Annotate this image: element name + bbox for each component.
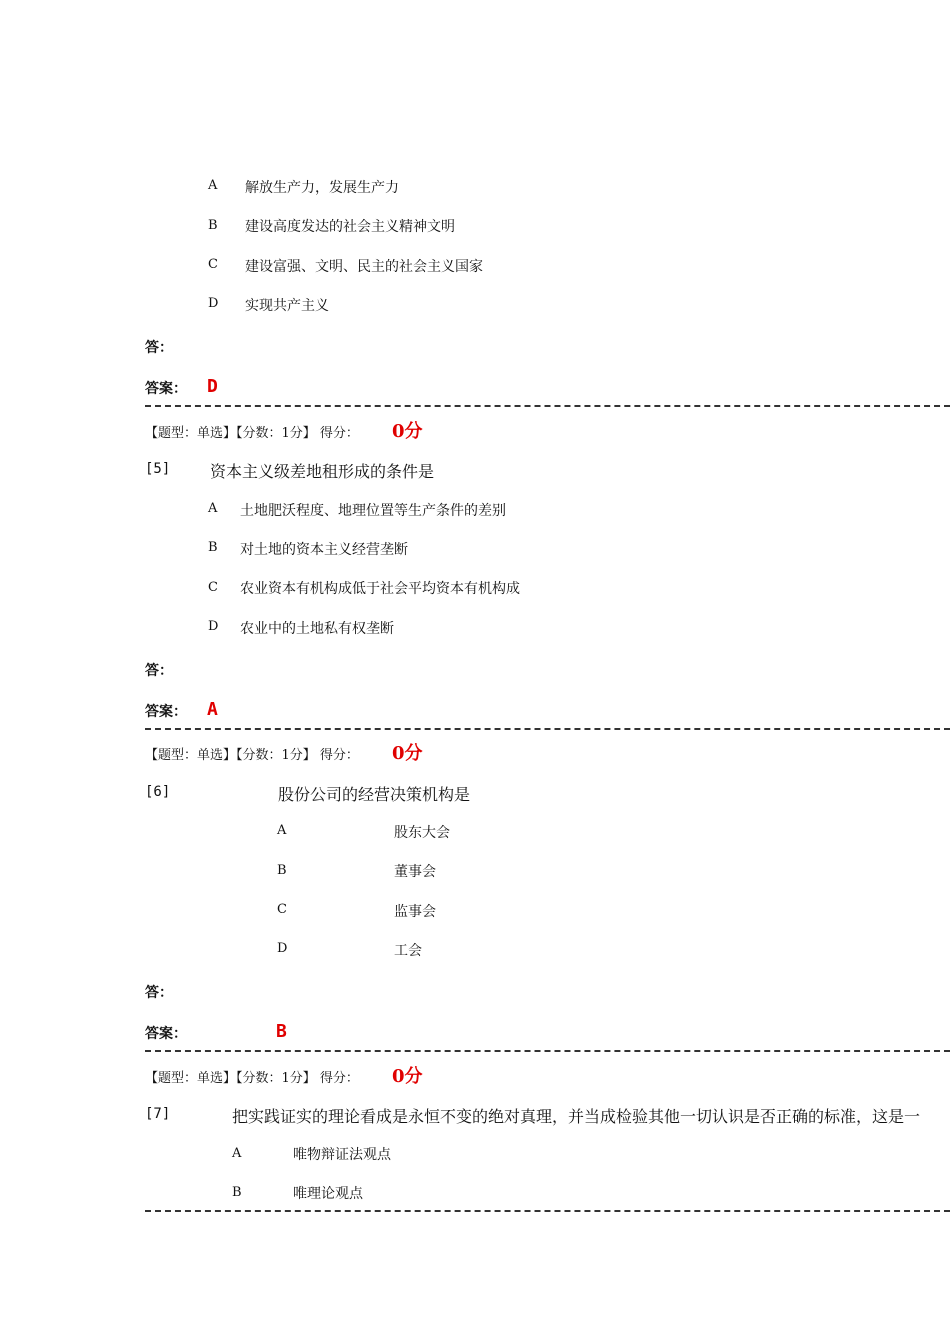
question-text: 把实践证实的理论看成是永恒不变的绝对真理，并当成检验其他一切认识是否正确的标准，这是一: [232, 1107, 921, 1126]
question-number: [6]: [145, 784, 171, 800]
option-letter: A: [208, 178, 218, 193]
question-divider: [145, 728, 950, 730]
response-label: 答：: [145, 340, 173, 356]
option-text: 解放生产力，发展生产力: [245, 180, 399, 196]
score-value: 0分: [392, 743, 423, 764]
answer-value: D: [207, 376, 218, 397]
option-text: 土地肥沃程度、地理位置等生产条件的差别: [240, 503, 506, 519]
option-text: 唯物辩证法观点: [293, 1147, 391, 1163]
option-letter: B: [277, 863, 287, 878]
question-text: 资本主义级差地租形成的条件是: [210, 462, 435, 481]
option-letter: A: [232, 1146, 242, 1161]
question-divider: [145, 405, 950, 407]
option-text: 农业资本有机构成低于社会平均资本有机构成: [240, 581, 520, 597]
option-text: 建设富强、文明、民主的社会主义国家: [245, 259, 483, 275]
option-letter: B: [208, 218, 218, 233]
question-number: [5]: [145, 461, 171, 477]
question-text: 股份公司的经营决策机构是: [278, 785, 471, 804]
answer-value: B: [276, 1021, 287, 1042]
question-meta: 【题型：单选】【分数：1分】 得分：: [145, 1071, 359, 1086]
option-letter: C: [208, 580, 218, 595]
response-label: 答：: [145, 985, 173, 1001]
response-label: 答：: [145, 663, 173, 679]
option-text: 实现共产主义: [245, 298, 329, 314]
option-text: 唯理论观点: [293, 1186, 363, 1202]
option-text: 工会: [394, 943, 422, 959]
question-divider: [145, 1050, 950, 1052]
option-letter: D: [208, 619, 219, 634]
option-letter: A: [277, 823, 287, 838]
option-letter: C: [208, 257, 218, 272]
option-letter: D: [277, 941, 288, 956]
option-text: 建设高度发达的社会主义精神文明: [245, 219, 455, 235]
answer-label: 答案：: [145, 704, 187, 720]
option-text: 股东大会: [394, 825, 450, 841]
answer-label: 答案：: [145, 381, 187, 397]
answer-value: A: [207, 699, 218, 720]
option-text: 董事会: [394, 864, 436, 880]
option-letter: C: [277, 902, 287, 917]
question-number: [7]: [145, 1106, 171, 1122]
option-text: 监事会: [394, 904, 436, 920]
score-value: 0分: [392, 1066, 423, 1087]
answer-label: 答案：: [145, 1026, 187, 1042]
option-letter: B: [232, 1185, 242, 1200]
option-text: 农业中的土地私有权垄断: [240, 621, 394, 637]
question-meta: 【题型：单选】【分数：1分】 得分：: [145, 426, 359, 441]
question-divider: [145, 1210, 950, 1212]
question-meta: 【题型：单选】【分数：1分】 得分：: [145, 748, 359, 763]
option-letter: D: [208, 296, 219, 311]
score-value: 0分: [392, 421, 423, 442]
option-text: 对土地的资本主义经营垄断: [240, 542, 408, 558]
option-letter: A: [208, 501, 218, 516]
option-letter: B: [208, 540, 218, 555]
